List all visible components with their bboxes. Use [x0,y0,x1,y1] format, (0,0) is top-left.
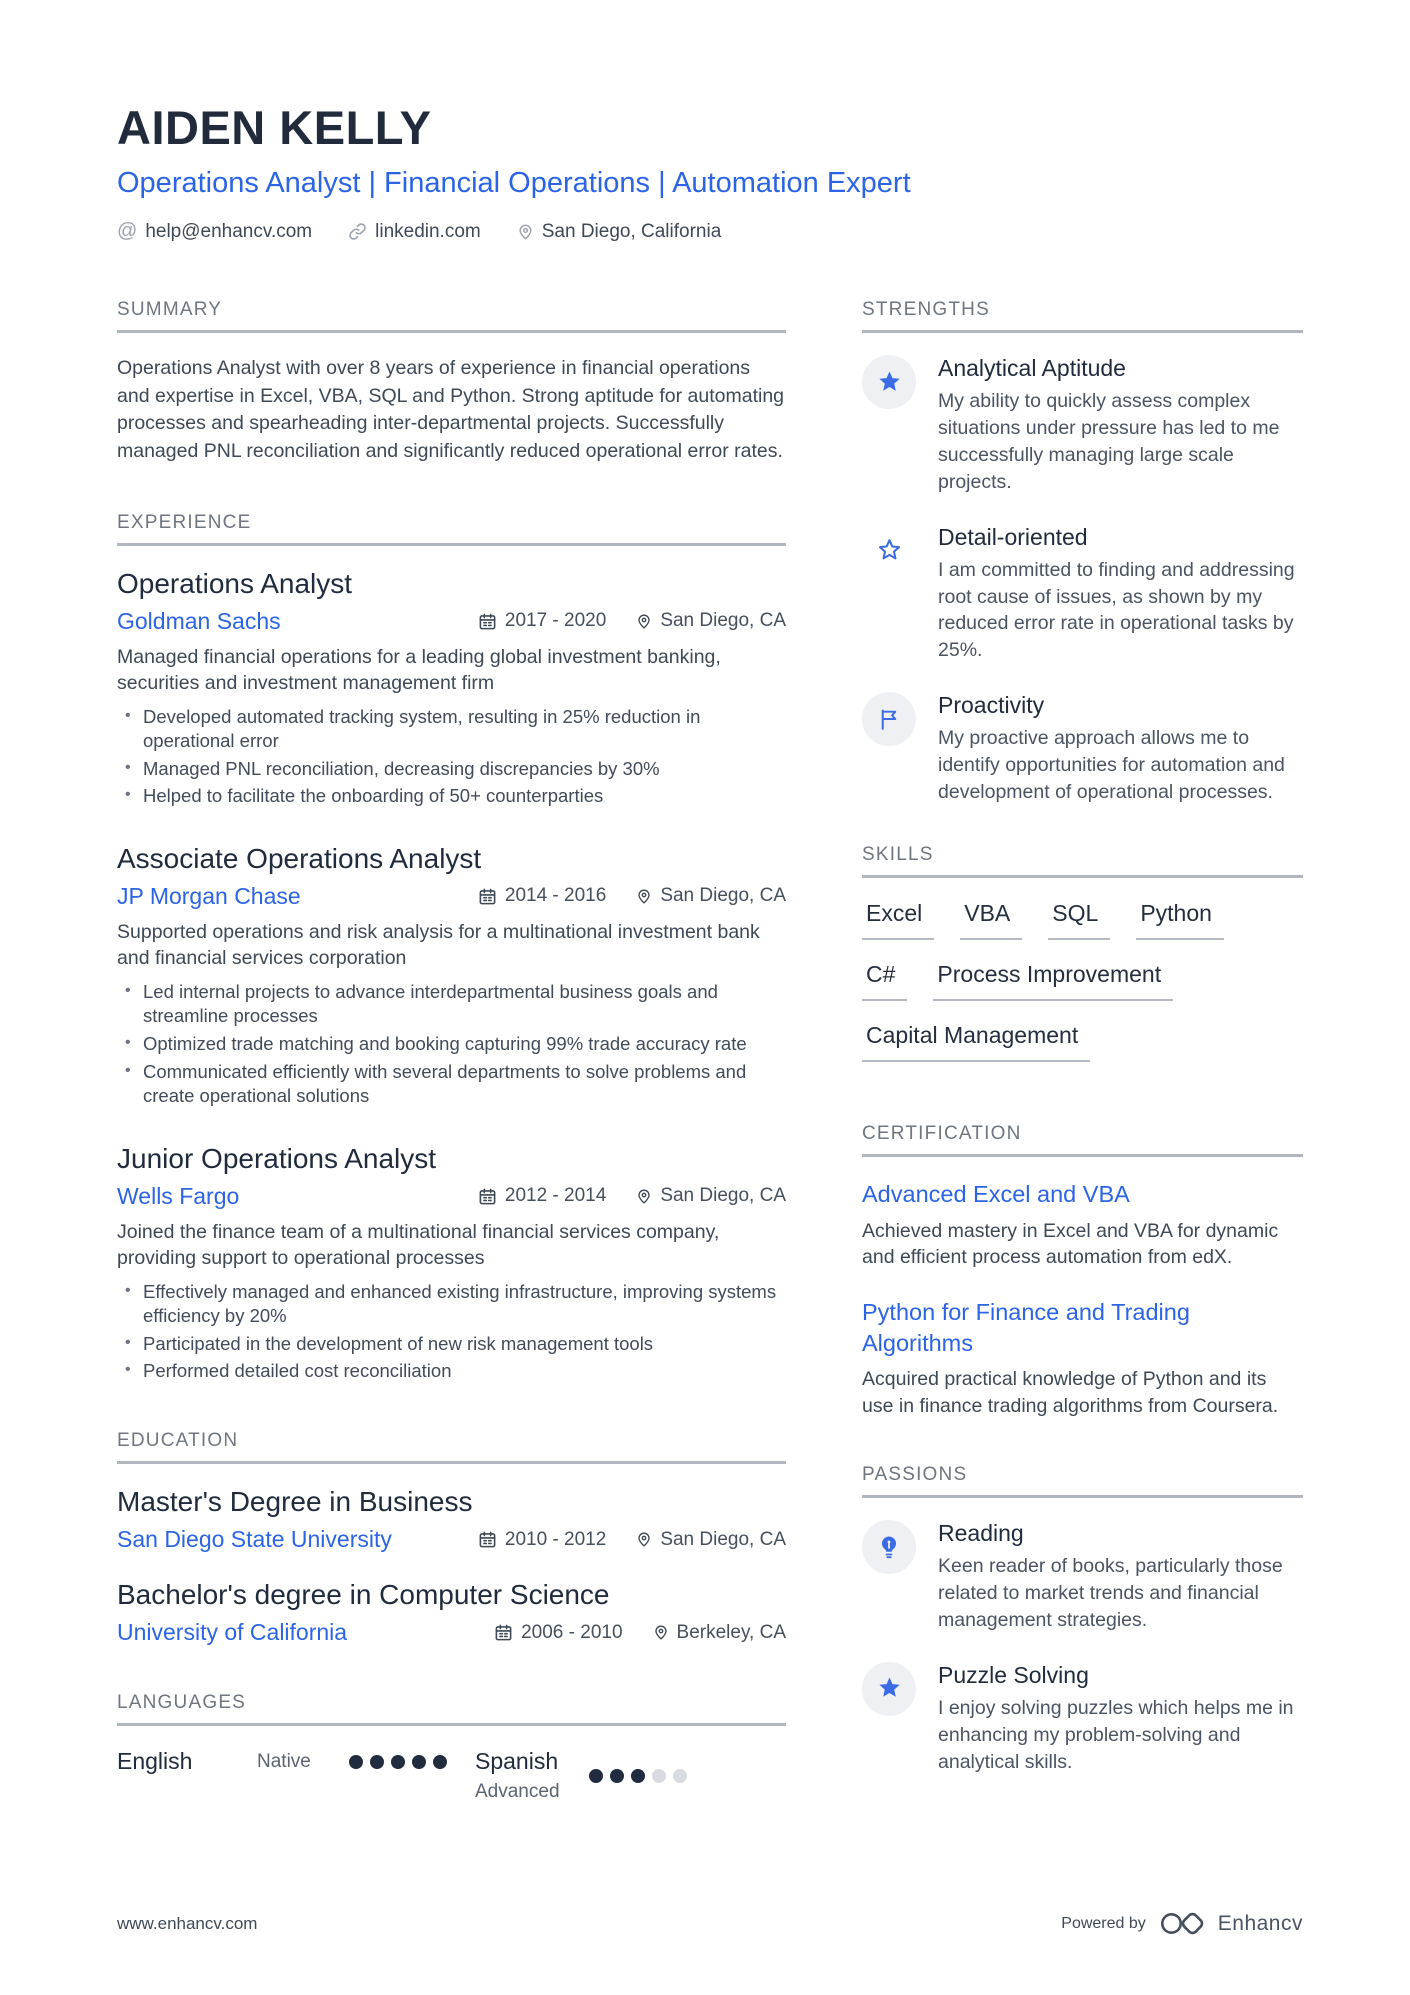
strengths-heading: STRENGTHS [862,299,1303,333]
language-level: Native [257,1750,311,1772]
degree-title: Bachelor's degree in Computer Science [117,1579,610,1610]
at-icon: @ [117,220,138,242]
skill-item: SQL [1048,900,1110,940]
job-description: Joined the finance team of a multinational financial services company, providing support to operational processes [117,1220,720,1269]
school-name: University of California [117,1619,348,1645]
enhancv-brand-name: Enhancv [1217,1911,1303,1935]
left-column [117,299,786,1803]
company-name: Wells Fargo [117,1182,240,1209]
language-proficiency-dots [349,1755,447,1769]
location-pin-icon [517,222,534,242]
powered-by-label: Powered by [1061,1914,1146,1932]
job-title: Associate Operations Analyst [117,842,482,874]
bullet-item: • Helped to facilitate the onboarding of 50+ counterparties [117,784,786,809]
education-location: Berkeley, CA [653,1622,786,1644]
company-name: Goldman Sachs [117,607,281,634]
powered-by-enhancv[interactable] [1061,1910,1303,1937]
strength-item [862,524,1303,665]
calendar-icon [478,612,497,631]
skills-heading: SKILLS [862,844,1303,878]
skill-item: Python [1136,900,1224,940]
education-location: San Diego, CA [636,1529,786,1551]
job-description: Supported operations and risk analysis for a multinational investment bank and financial services corporation [117,920,760,969]
strength-title: Detail-oriented [938,523,1088,550]
education-dates: 2006 - 2010 [494,1622,622,1644]
passion-body [938,1662,1303,1776]
skills-list [862,900,1303,961]
job-location: San Diego, CA [636,1185,786,1207]
language-level: Advanced [475,1781,560,1802]
calendar-icon [478,1530,497,1549]
job-bullets [117,980,786,1109]
education-entry [117,1486,786,1553]
language-name: Spanish [475,1748,559,1774]
strength-body [938,524,1303,665]
calendar-icon [494,1623,513,1642]
location-pin-icon [636,1530,652,1549]
person-name: AIDEN KELLY [117,101,432,154]
bullet-item: • Performed detailed cost reconciliation [117,1359,786,1384]
right-column [862,299,1303,1803]
passions-heading: PASSIONS [862,1464,1303,1498]
lightbulb-icon [862,1520,916,1574]
skills-list [862,1022,1303,1083]
degree-title: Master's Degree in Business [117,1486,473,1517]
job-location: San Diego, CA [636,885,786,907]
contact-row [117,220,1303,243]
job-entry [117,843,786,1109]
job-org-row [117,608,786,635]
certification-heading: CERTIFICATION [862,1123,1303,1157]
strength-text: My proactive approach allows me to identify opportunities for automation and development of operational processes. [938,727,1285,804]
language-entry [475,1748,687,1803]
school-name: San Diego State University [117,1526,392,1552]
experience-section [117,512,786,1384]
skills-list [862,961,1303,1022]
job-title: Junior Operations Analyst [117,1142,437,1174]
certification-text: Acquired practical knowledge of Python and its use in finance trading algorithms from Coursera. [862,1368,1279,1418]
certification-section [862,1123,1303,1420]
passion-item [862,1520,1303,1634]
certification-title: Advanced Excel and VBA [862,1180,1130,1207]
strengths-section [862,299,1303,806]
education-dates: 2010 - 2012 [478,1529,606,1551]
strength-text: My ability to quickly assess complex situations under pressure has led to me successfully managing large scale projects. [938,390,1280,493]
job-dates: 2012 - 2014 [478,1185,606,1207]
education-entry [117,1579,786,1646]
skill-item: Process Improvement [933,961,1173,1001]
job-org-row [117,1183,786,1210]
certification-item [862,1179,1303,1271]
star-badge-icon [862,355,916,409]
bullet-item: • Communicated efficiently with several departments to solve problems and create operational solutions [117,1060,786,1109]
summary-heading: SUMMARY [117,299,786,333]
summary-section [117,299,786,466]
skill-item: VBA [960,900,1022,940]
star-outline-icon [862,524,916,578]
certification-item [862,1297,1303,1420]
calendar-icon [478,1187,497,1206]
enhancv-site-link[interactable]: www.enhancv.com [117,1913,258,1933]
job-dates: 2014 - 2016 [478,885,606,907]
flag-icon [862,692,916,746]
passion-text: Keen reader of books, particularly those related to market trends and financial management strategies. [938,1555,1283,1632]
person-headline: Operations Analyst | Financial Operations | Automation Expert [117,167,911,199]
bullet-item: • Developed automated tracking system, resulting in 25% reduction in operational error [117,705,786,754]
bullet-item: • Led internal projects to advance interdepartmental business goals and streamline processes [117,980,786,1029]
job-description: Managed financial operations for a leading global investment banking, securities and investment management firm [117,645,721,694]
email-text: help@enhancv.com [145,220,313,242]
bullet-item: • Participated in the development of new risk management tools [117,1332,786,1357]
experience-heading: EXPERIENCE [117,512,786,546]
strength-item [862,692,1303,806]
language-entry [117,1748,475,1775]
location-pin-icon [636,1187,652,1206]
resume-header [117,100,1303,243]
company-name: JP Morgan Chase [117,882,301,909]
languages-heading: LANGUAGES [117,1692,786,1726]
job-entry [117,1143,786,1384]
languages-section [117,1692,786,1803]
language-name: English [117,1748,193,1774]
job-org-row [117,883,786,910]
education-org-row [117,1526,786,1553]
job-title: Operations Analyst [117,567,353,599]
skill-item: C# [862,961,907,1001]
resume-body [117,299,1303,1803]
summary-text: Operations Analyst with over 8 years of experience in financial operations and expertise in Excel, VBA, SQL and Python. Strong aptitude for automating processes and spearheading inter-departmental projects. Successfully managed PNL reconciliation and significantly reduced operational error rates. [117,357,785,463]
bullet-item: • Optimized trade matching and booking capturing 99% trade accuracy rate [117,1032,786,1057]
job-bullets [117,705,786,809]
star-badge-icon [862,1662,916,1716]
job-location: San Diego, CA [636,610,786,632]
calendar-icon [478,887,497,906]
skill-item: Excel [862,900,934,940]
strength-text: I am committed to finding and addressing root cause of issues, as shown by my reduced error rate in operational tasks by 25%. [938,558,1295,662]
link-icon [348,222,367,241]
skills-section [862,844,1303,1083]
page-footer [117,1910,1303,1937]
location-pin-icon [636,612,652,631]
location-text: San Diego, California [541,220,722,242]
education-heading: EDUCATION [117,1430,786,1464]
passion-item [862,1662,1303,1776]
location-pin-icon [636,887,652,906]
certification-text: Achieved mastery in Excel and VBA for dynamic and efficient process automation from edX. [862,1219,1279,1269]
email-link[interactable] [117,220,312,243]
strength-item [862,355,1303,496]
location-pin-icon [653,1623,669,1642]
passion-body [938,1520,1303,1634]
bullet-item: • Effectively managed and enhanced existing infrastructure, improving systems efficiency by 20% [117,1280,786,1329]
job-entry [117,568,786,809]
language-proficiency-dots [589,1769,687,1783]
languages-row [117,1748,786,1803]
education-org-row [117,1619,786,1646]
linkedin-text: linkedin.com [375,220,481,242]
strength-title: Proactivity [938,692,1045,719]
location-item [517,221,722,243]
passion-title: Reading [938,1520,1024,1547]
skill-item: Capital Management [862,1022,1090,1062]
enhancv-logo-icon [1158,1910,1206,1937]
passions-section [862,1464,1303,1775]
education-section [117,1430,786,1646]
strength-title: Analytical Aptitude [938,355,1126,381]
passion-title: Puzzle Solving [938,1661,1089,1688]
job-bullets [117,1280,786,1384]
strength-body [938,355,1303,496]
passion-text: I enjoy solving puzzles which helps me in enhancing my problem-solving and analytical skills. [938,1696,1294,1773]
job-dates: 2017 - 2020 [478,610,606,632]
certification-title: Python for Finance and Trading Algorithms [862,1299,1190,1356]
linkedin-link[interactable] [348,221,481,243]
language-name-level [475,1748,589,1803]
strength-body [938,692,1303,806]
bullet-item: • Managed PNL reconciliation, decreasing discrepancies by 30% [117,757,786,782]
